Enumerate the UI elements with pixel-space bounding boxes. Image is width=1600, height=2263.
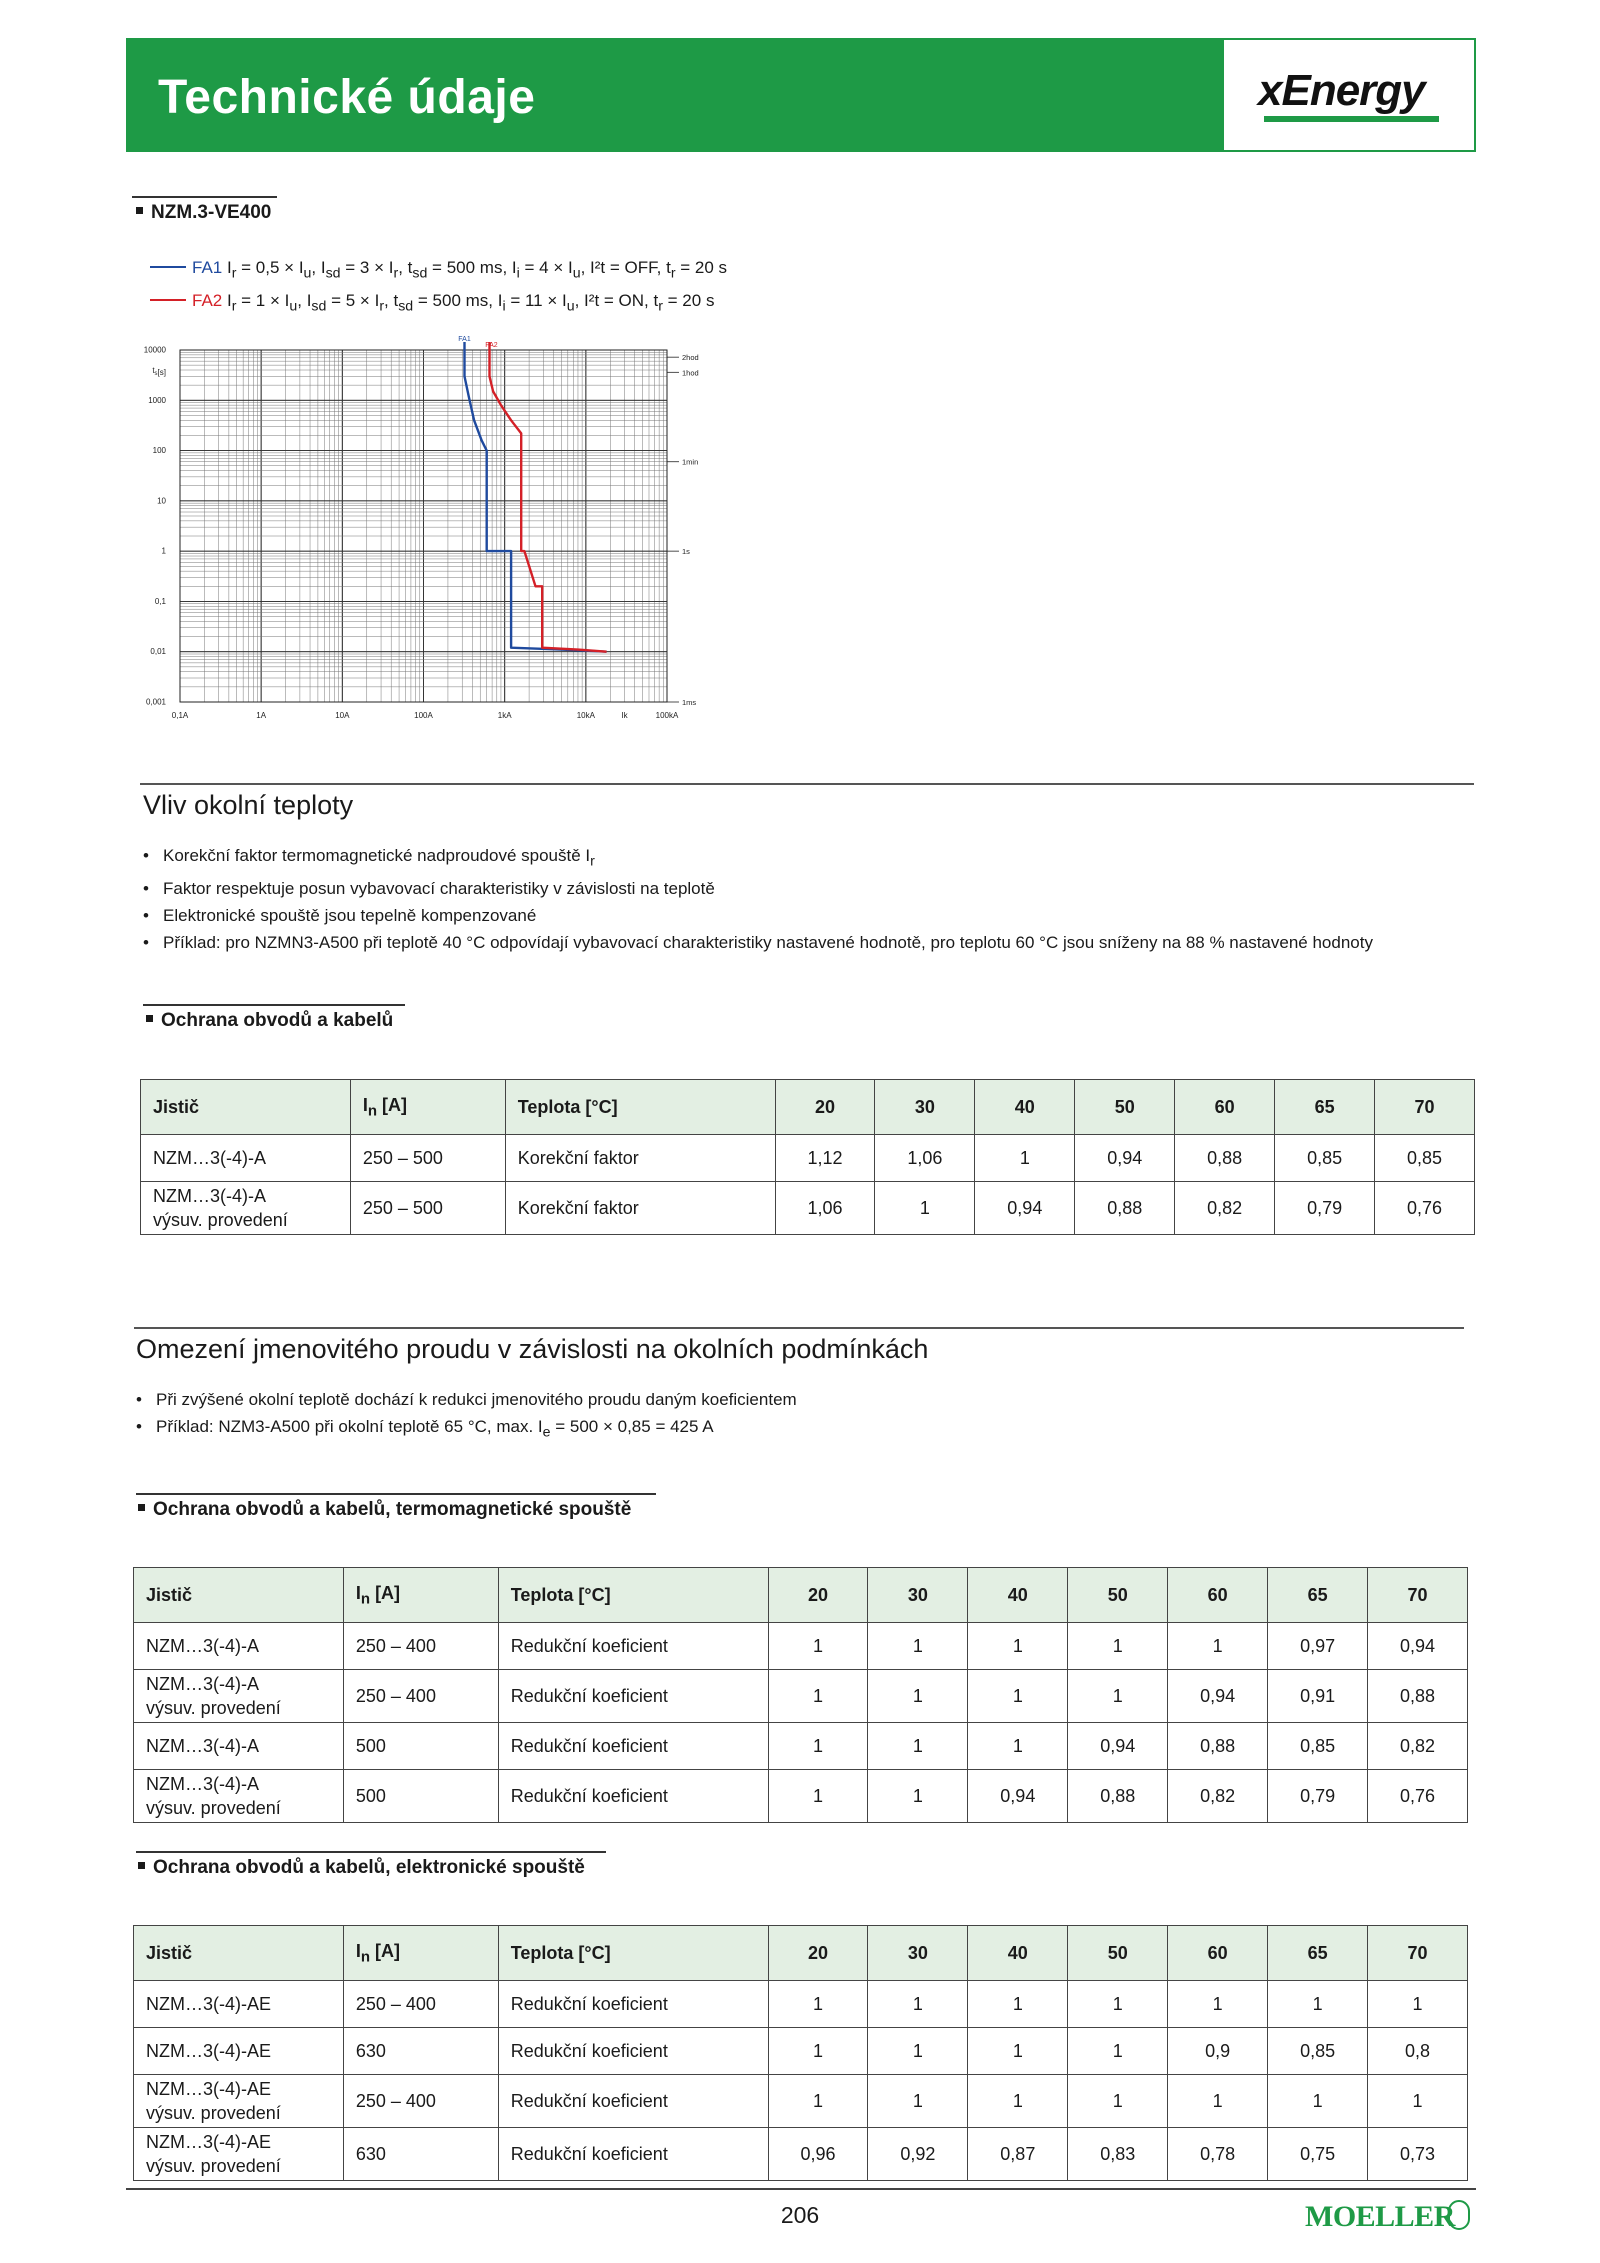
table-cell: 0,94 [1368,1623,1468,1670]
logo-swoosh-icon [1264,116,1439,122]
y-tick-label: 10000 [143,345,166,355]
table-cell: Redukční koeficient [498,1723,768,1770]
table-cell: 1 [768,1723,868,1770]
column-header: 50 [1075,1080,1175,1135]
table-cell: 1 [868,1770,968,1823]
table-cell: Redukční koeficient [498,1770,768,1823]
table-row [134,1981,1468,2028]
table-cell: 500 [343,1770,498,1823]
x-tick-label: 10A [335,711,350,720]
table-cell: Redukční koeficient [498,1623,768,1670]
table-cell: 250 – 500 [350,1135,505,1182]
column-header: 30 [875,1080,975,1135]
column-header: $I_n$ [A] [343,1926,498,1981]
column-header: 50 [1068,1926,1168,1981]
column-header: $I_n$ [A] [343,1568,498,1623]
temp-subheading-text: Ochrana obvodů a kabelů [161,1010,394,1031]
table-cell: 0,88 [1175,1135,1275,1182]
column-header: 70 [1368,1926,1468,1981]
table-cell: 1 [968,1981,1068,2028]
electronic-derating-table [133,1925,1468,2181]
y-axis-label: $t_s[s]$ [152,366,166,378]
table-cell: 1,06 [875,1135,975,1182]
column-header: 20 [775,1080,875,1135]
trip-curve-chart [130,330,700,730]
table-cell: 1 [1368,1981,1468,2028]
table-cell: 1 [768,1770,868,1823]
table-cell: 0,94 [968,1770,1068,1823]
table-row [134,1770,1468,1823]
column-header: 60 [1175,1080,1275,1135]
derating-bullet: • Při zvýšené okolní teplotě dochází k redukci jmenovitého proudu daným koeficientem [136,1386,1436,1413]
table-cell: 1 [868,1670,968,1723]
table-row [141,1135,1475,1182]
table-cell: Redukční koeficient [498,1670,768,1723]
table-cell: 0,94 [1168,1670,1268,1723]
curve-heading [136,202,271,224]
table-cell: 0,94 [1068,1723,1168,1770]
column-header: 60 [1168,1568,1268,1623]
table-cell: NZM…3(-4)-AE výsuv. provedení [134,2075,344,2128]
table-cell: NZM…3(-4)-A [134,1623,344,1670]
temp-subheading [146,1010,393,1032]
legend-fa2-label: FA2 [192,291,223,311]
header-banner [126,38,1476,152]
column-header: 65 [1268,1568,1368,1623]
table-cell: Redukční koeficient [498,2075,768,2128]
table-cell: 0,79 [1275,1182,1375,1235]
table-cell: NZM…3(-4)-A [134,1723,344,1770]
curve-legend [150,254,727,321]
table-cell: 0,76 [1375,1182,1475,1235]
table-cell: 0,88 [1168,1723,1268,1770]
table-cell: 500 [343,1723,498,1770]
table-cell: 0,82 [1368,1723,1468,1770]
table-cell: 0,88 [1075,1182,1175,1235]
table-cell: 250 – 400 [343,2075,498,2128]
temp-section-rule [140,783,1474,785]
temp-bullet: • Příklad: pro NZMN3-A500 při teplotě 40 °C odpovídají vybavovací charakteristiky nastavené hodnotě, pro teplotu 60 °C jsou sníženy na 88 % nastavené hodnoty [143,929,1443,956]
table-cell: 1,12 [775,1135,875,1182]
table-header-row [141,1080,1475,1135]
table-cell: NZM…3(-4)-A výsuv. provedení [134,1670,344,1723]
right-time-label: 1ms [682,698,697,707]
column-header: 30 [868,1926,968,1981]
column-header: 40 [975,1080,1075,1135]
bullet-square-icon [136,207,143,214]
table-cell: Korekční faktor [505,1135,775,1182]
derating-bullets [136,1386,1436,1446]
curve-heading-text: NZM.3-VE400 [151,202,272,223]
column-header: 65 [1275,1080,1375,1135]
y-tick-label: 10 [157,496,166,506]
table-cell: 1 [1168,1623,1268,1670]
x-tick-label: 10kA [576,711,595,720]
temp-subheading-rule [143,1004,405,1006]
column-header: 40 [968,1926,1068,1981]
table-cell: 1 [1068,1623,1168,1670]
table-row [134,2128,1468,2181]
column-header: 70 [1375,1080,1475,1135]
table-cell: 1 [1168,2075,1268,2128]
table-cell: 1 [1268,1981,1368,2028]
table-cell: 1 [968,1670,1068,1723]
table-cell: 0,82 [1175,1182,1275,1235]
table-row [134,1623,1468,1670]
table-cell: NZM…3(-4)-A výsuv. provedení [141,1182,351,1235]
table-cell: 630 [343,2028,498,2075]
table-cell: NZM…3(-4)-A [141,1135,351,1182]
electronic-subheading-text: Ochrana obvodů a kabelů, elektronické spouště [153,1857,585,1878]
column-header: 40 [968,1568,1068,1623]
electronic-subheading [138,1857,585,1879]
table-cell: 1 [868,1723,968,1770]
legend-fa1 [150,254,727,287]
y-tick-label: 0,001 [145,697,166,707]
y-tick-label: 0,1 [154,596,166,606]
table-cell: Redukční koeficient [498,2128,768,2181]
right-time-label: 1s [682,547,690,557]
series-line-fa1 [465,342,607,652]
table-cell: 1 [1068,2075,1168,2128]
table-cell: 0,88 [1368,1670,1468,1723]
x-tick-label: 100kA [655,711,679,720]
table-cell: Redukční koeficient [498,1981,768,2028]
table-cell: 250 – 400 [343,1623,498,1670]
thermo-subheading-rule [136,1493,656,1495]
table-row [134,1723,1468,1770]
table-cell: 1 [868,1623,968,1670]
table-cell: 630 [343,2128,498,2181]
moeller-emblem-icon [1448,2200,1470,2230]
table-cell: 1 [1368,2075,1468,2128]
table-cell: 0,8 [1368,2028,1468,2075]
table-row [134,2028,1468,2075]
column-header: 60 [1168,1926,1268,1981]
table-cell: NZM…3(-4)-AE [134,1981,344,2028]
xenergy-logo-text: xEnergy [1258,66,1425,115]
table-cell: NZM…3(-4)-AE výsuv. provedení [134,2128,344,2181]
table-cell: 1 [968,2028,1068,2075]
table-cell: Redukční koeficient [498,2028,768,2075]
table-cell: 1 [868,2028,968,2075]
thermo-subheading [138,1499,631,1521]
thermo-derating-table [133,1567,1468,1823]
table-cell: 1 [1068,1981,1168,2028]
column-header: Jistič [141,1080,351,1135]
table-cell: 0,97 [1268,1623,1368,1670]
thermo-subheading-text: Ochrana obvodů a kabelů, termomagnetické spouště [153,1499,632,1520]
moeller-logo: MOELLER [1305,2200,1455,2233]
column-header: Teplota [°C] [505,1080,775,1135]
table-cell: 0,88 [1068,1770,1168,1823]
table-cell: 250 – 400 [343,1670,498,1723]
table-header-row [134,1568,1468,1623]
table-row [134,1670,1468,1723]
table-cell: 1 [868,1981,968,2028]
bullet-square-icon [146,1015,153,1022]
derating-section-rule [134,1327,1464,1329]
table-cell: 1 [768,2075,868,2128]
table-cell: 250 – 500 [350,1182,505,1235]
x-tick-label: Ik [621,711,628,720]
temp-bullet: • Elektronické spouště jsou tepelně kompenzované [143,902,1443,929]
table-cell: 0,92 [868,2128,968,2181]
xenergy-logo [1224,40,1474,150]
table-cell: 1 [968,1623,1068,1670]
derating-section-title: Omezení jmenovitého proudu v závislosti na okolních podmínkách [136,1334,929,1364]
table-cell: 1 [1068,1670,1168,1723]
legend-fa1-text: $I_r = 0,5 \times I_u$, $I_{sd} = 3 \times I_r$, $t_{sd} = 500$ ms, $I_i = 4 \times I_u$, I²t = OFF, $t_r = 20$ s [226,258,728,282]
table-cell: 0,85 [1268,2028,1368,2075]
table-cell: 1 [1168,1981,1268,2028]
column-header: 50 [1068,1568,1168,1623]
table-cell: 1 [975,1135,1075,1182]
legend-fa1-swatch [150,266,186,268]
series-line-fa2 [490,342,607,652]
y-tick-label: 0,01 [150,647,166,657]
table-cell: 0,91 [1268,1670,1368,1723]
column-header: 30 [868,1568,968,1623]
temp-bullet: • Korekční faktor termomagnetické nadproudové spouště $I_r$ [143,842,1443,875]
table-cell: 1 [868,2075,968,2128]
table-cell: 0,78 [1168,2128,1268,2181]
bullet-square-icon [138,1862,145,1869]
column-header: Teplota [°C] [498,1926,768,1981]
footer-rule [126,2188,1476,2190]
table-cell: 1 [768,1623,868,1670]
y-tick-label: 100 [152,446,166,456]
x-tick-label: 100A [414,711,433,720]
table-cell: 0,85 [1268,1723,1368,1770]
temp-bullets [143,842,1443,956]
table-cell: 0,85 [1375,1135,1475,1182]
column-header: 65 [1268,1926,1368,1981]
table-cell: 1 [968,1723,1068,1770]
right-time-label: 1hod [682,368,699,378]
table-cell: 250 – 400 [343,1981,498,2028]
table-cell: 1 [768,2028,868,2075]
legend-fa2-swatch [150,299,186,301]
temp-section-title: Vliv okolní teploty [143,790,354,820]
temp-correction-table [140,1079,1475,1235]
x-tick-label: 1kA [497,711,512,720]
table-row [141,1182,1475,1235]
legend-fa2 [150,287,727,320]
table-cell: 0,94 [975,1182,1075,1235]
x-tick-label: 1A [256,711,267,720]
column-header: $I_n$ [A] [350,1080,505,1135]
table-cell: NZM…3(-4)-A výsuv. provedení [134,1770,344,1823]
column-header: 20 [768,1568,868,1623]
table-cell: 0,87 [968,2128,1068,2181]
table-cell: 0,85 [1275,1135,1375,1182]
y-tick-label: 1000 [148,395,166,405]
column-header: Teplota [°C] [498,1568,768,1623]
right-time-label: 1min [682,457,699,467]
column-header: 70 [1368,1568,1468,1623]
table-cell: NZM…3(-4)-AE [134,2028,344,2075]
curve-heading-rule [132,196,277,198]
series-label-fa2: FA2 [485,342,498,349]
table-cell: 0,83 [1068,2128,1168,2181]
x-tick-label: 0,1A [171,711,189,720]
page-number: 206 [780,2202,820,2228]
table-cell: 1,06 [775,1182,875,1235]
temp-bullet: • Faktor respektuje posun vybavovací charakteristiky v závislosti na teplotě [143,875,1443,902]
series-label-fa1: FA1 [458,336,471,343]
legend-fa1-label: FA1 [192,258,223,277]
table-cell: 0,9 [1168,2028,1268,2075]
table-cell: 0,76 [1368,1770,1468,1823]
table-cell: 0,82 [1168,1770,1268,1823]
table-cell: 1 [768,1670,868,1723]
table-cell: 0,96 [768,2128,868,2181]
table-cell: 1 [1268,2075,1368,2128]
y-tick-label: 1 [161,546,166,556]
legend-fa2-text: $I_r = 1 \times I_u$, $I_{sd} = 5 \times I_r$, $t_{sd} = 500$ ms, $I_i = 11 \times I_u$, I²t = ON, $t_r = 20$ s [226,291,715,315]
right-time-label: 2hod [682,353,699,363]
table-cell: 1 [875,1182,975,1235]
table-cell: 0,94 [1075,1135,1175,1182]
table-cell: 1 [1068,2028,1168,2075]
table-cell: 1 [768,1981,868,2028]
table-cell: 0,75 [1268,2128,1368,2181]
table-cell: 1 [968,2075,1068,2128]
page-title: Technické údaje [158,71,536,124]
table-header-row [134,1926,1468,1981]
table-cell: 0,73 [1368,2128,1468,2181]
table-cell: 0,79 [1268,1770,1368,1823]
bullet-square-icon [138,1504,145,1511]
table-row [134,2075,1468,2128]
table-cell: Korekční faktor [505,1182,775,1235]
column-header: Jistič [134,1568,344,1623]
column-header: 20 [768,1926,868,1981]
column-header: Jistič [134,1926,344,1981]
electronic-subheading-rule [136,1851,606,1853]
derating-bullet: • Příklad: NZM3-A500 při okolní teplotě 65 °C, max. $I_e = 500 \times 0,85 = 425$ A [136,1413,1436,1446]
